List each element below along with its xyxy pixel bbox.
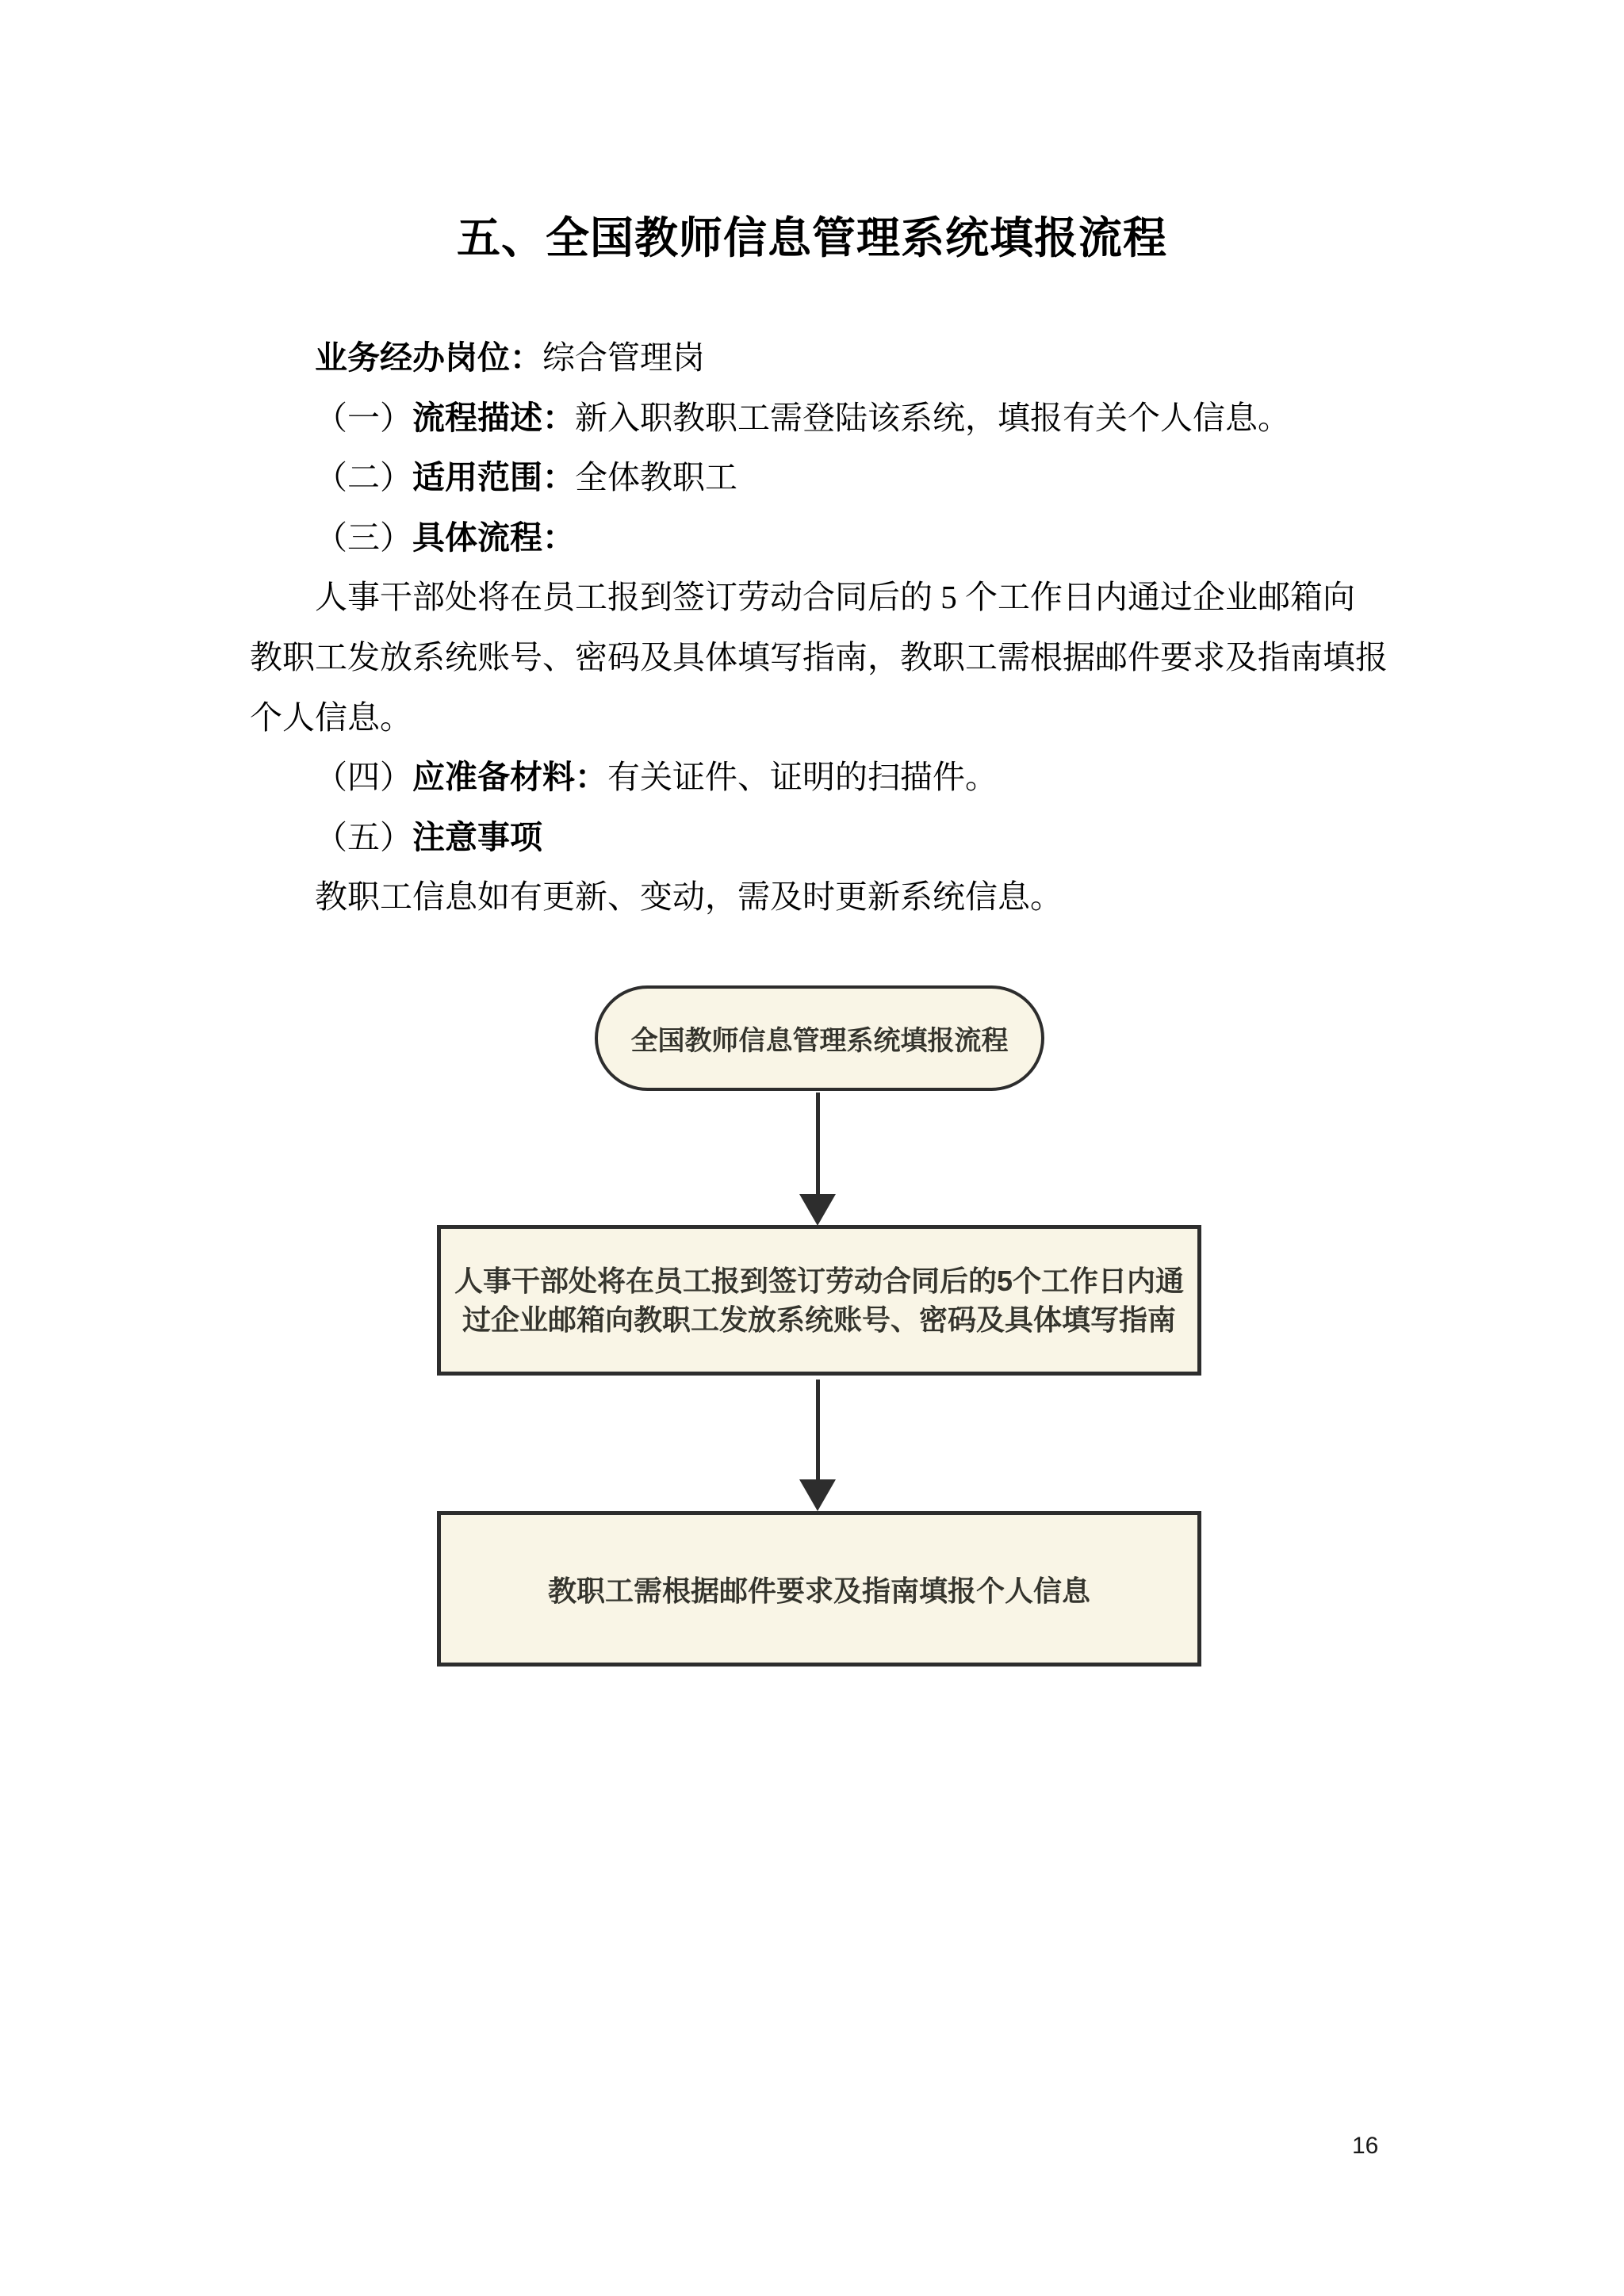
body-line bbox=[250, 748, 1381, 808]
text-run: 教职工信息如有更新、变动，需及时更新系统信息。 bbox=[315, 878, 1063, 916]
body-line bbox=[250, 508, 1381, 568]
body-line bbox=[250, 867, 1381, 928]
page-title: 五、全国教师信息管理系统填报流程 bbox=[456, 214, 1167, 262]
body-line bbox=[250, 568, 1381, 628]
text-run: （四） bbox=[315, 759, 412, 796]
text-run: （三） bbox=[315, 519, 412, 556]
bold-label: 注意事项 bbox=[412, 818, 542, 855]
arrow-down-icon bbox=[799, 1194, 836, 1226]
flow-node-label: 教职工需根据邮件要求及指南填报个人信息 bbox=[547, 1574, 1090, 1607]
text-run: 教职工发放系统账号、密码及具体填写指南，教职工需根据邮件要求及指南填报 bbox=[250, 638, 1388, 675]
body-line bbox=[250, 808, 1381, 868]
body-line bbox=[250, 688, 1381, 748]
flow-arrow-1-line bbox=[816, 1093, 820, 1196]
text-run: 综合管理岗 bbox=[542, 339, 705, 376]
bold-label: 适用范围： bbox=[412, 459, 575, 496]
flowchart-node-start bbox=[595, 985, 1044, 1091]
text-run: 有关证件、证明的扫描件。 bbox=[607, 759, 998, 796]
bold-label: 流程描述： bbox=[412, 399, 575, 436]
body-line bbox=[250, 448, 1381, 508]
bold-label: 应准备材料： bbox=[412, 759, 607, 796]
flow-node-label: 全国教师信息管理系统填报流程 bbox=[630, 1026, 1009, 1056]
text-run: 新入职教职工需登陆该系统，填报有关个人信息。 bbox=[575, 399, 1290, 436]
body-line bbox=[250, 628, 1388, 688]
text-run: 个人信息。 bbox=[250, 698, 412, 736]
text-run: 全体教职工 bbox=[575, 459, 737, 496]
text-run: （二） bbox=[315, 459, 412, 496]
bold-label: 业务经办岗位： bbox=[315, 339, 542, 376]
flow-arrow-2-line bbox=[816, 1380, 820, 1481]
body-line bbox=[250, 328, 1381, 388]
body-line bbox=[250, 388, 1381, 449]
text-run: 人事干部处将在员工报到签订劳动合同后的 5 个工作日内通过企业邮箱向 bbox=[315, 579, 1355, 616]
arrow-down-icon bbox=[799, 1479, 836, 1511]
page-number: 16 bbox=[1352, 2133, 1379, 2159]
body-text-block bbox=[250, 328, 1388, 928]
flowchart-node-step1 bbox=[437, 1225, 1201, 1376]
text-run: （一） bbox=[315, 399, 412, 436]
text-run: （五） bbox=[315, 818, 412, 855]
flow-node-label-line: 过企业邮箱向教职工发放系统账号、密码及具体填写指南 bbox=[462, 1303, 1176, 1336]
flow-node-label-line: 人事干部处将在员工报到签订劳动合同后的5个工作日内通 bbox=[454, 1265, 1185, 1297]
bold-label: 具体流程： bbox=[412, 519, 575, 556]
flowchart-node-step2 bbox=[437, 1511, 1201, 1667]
